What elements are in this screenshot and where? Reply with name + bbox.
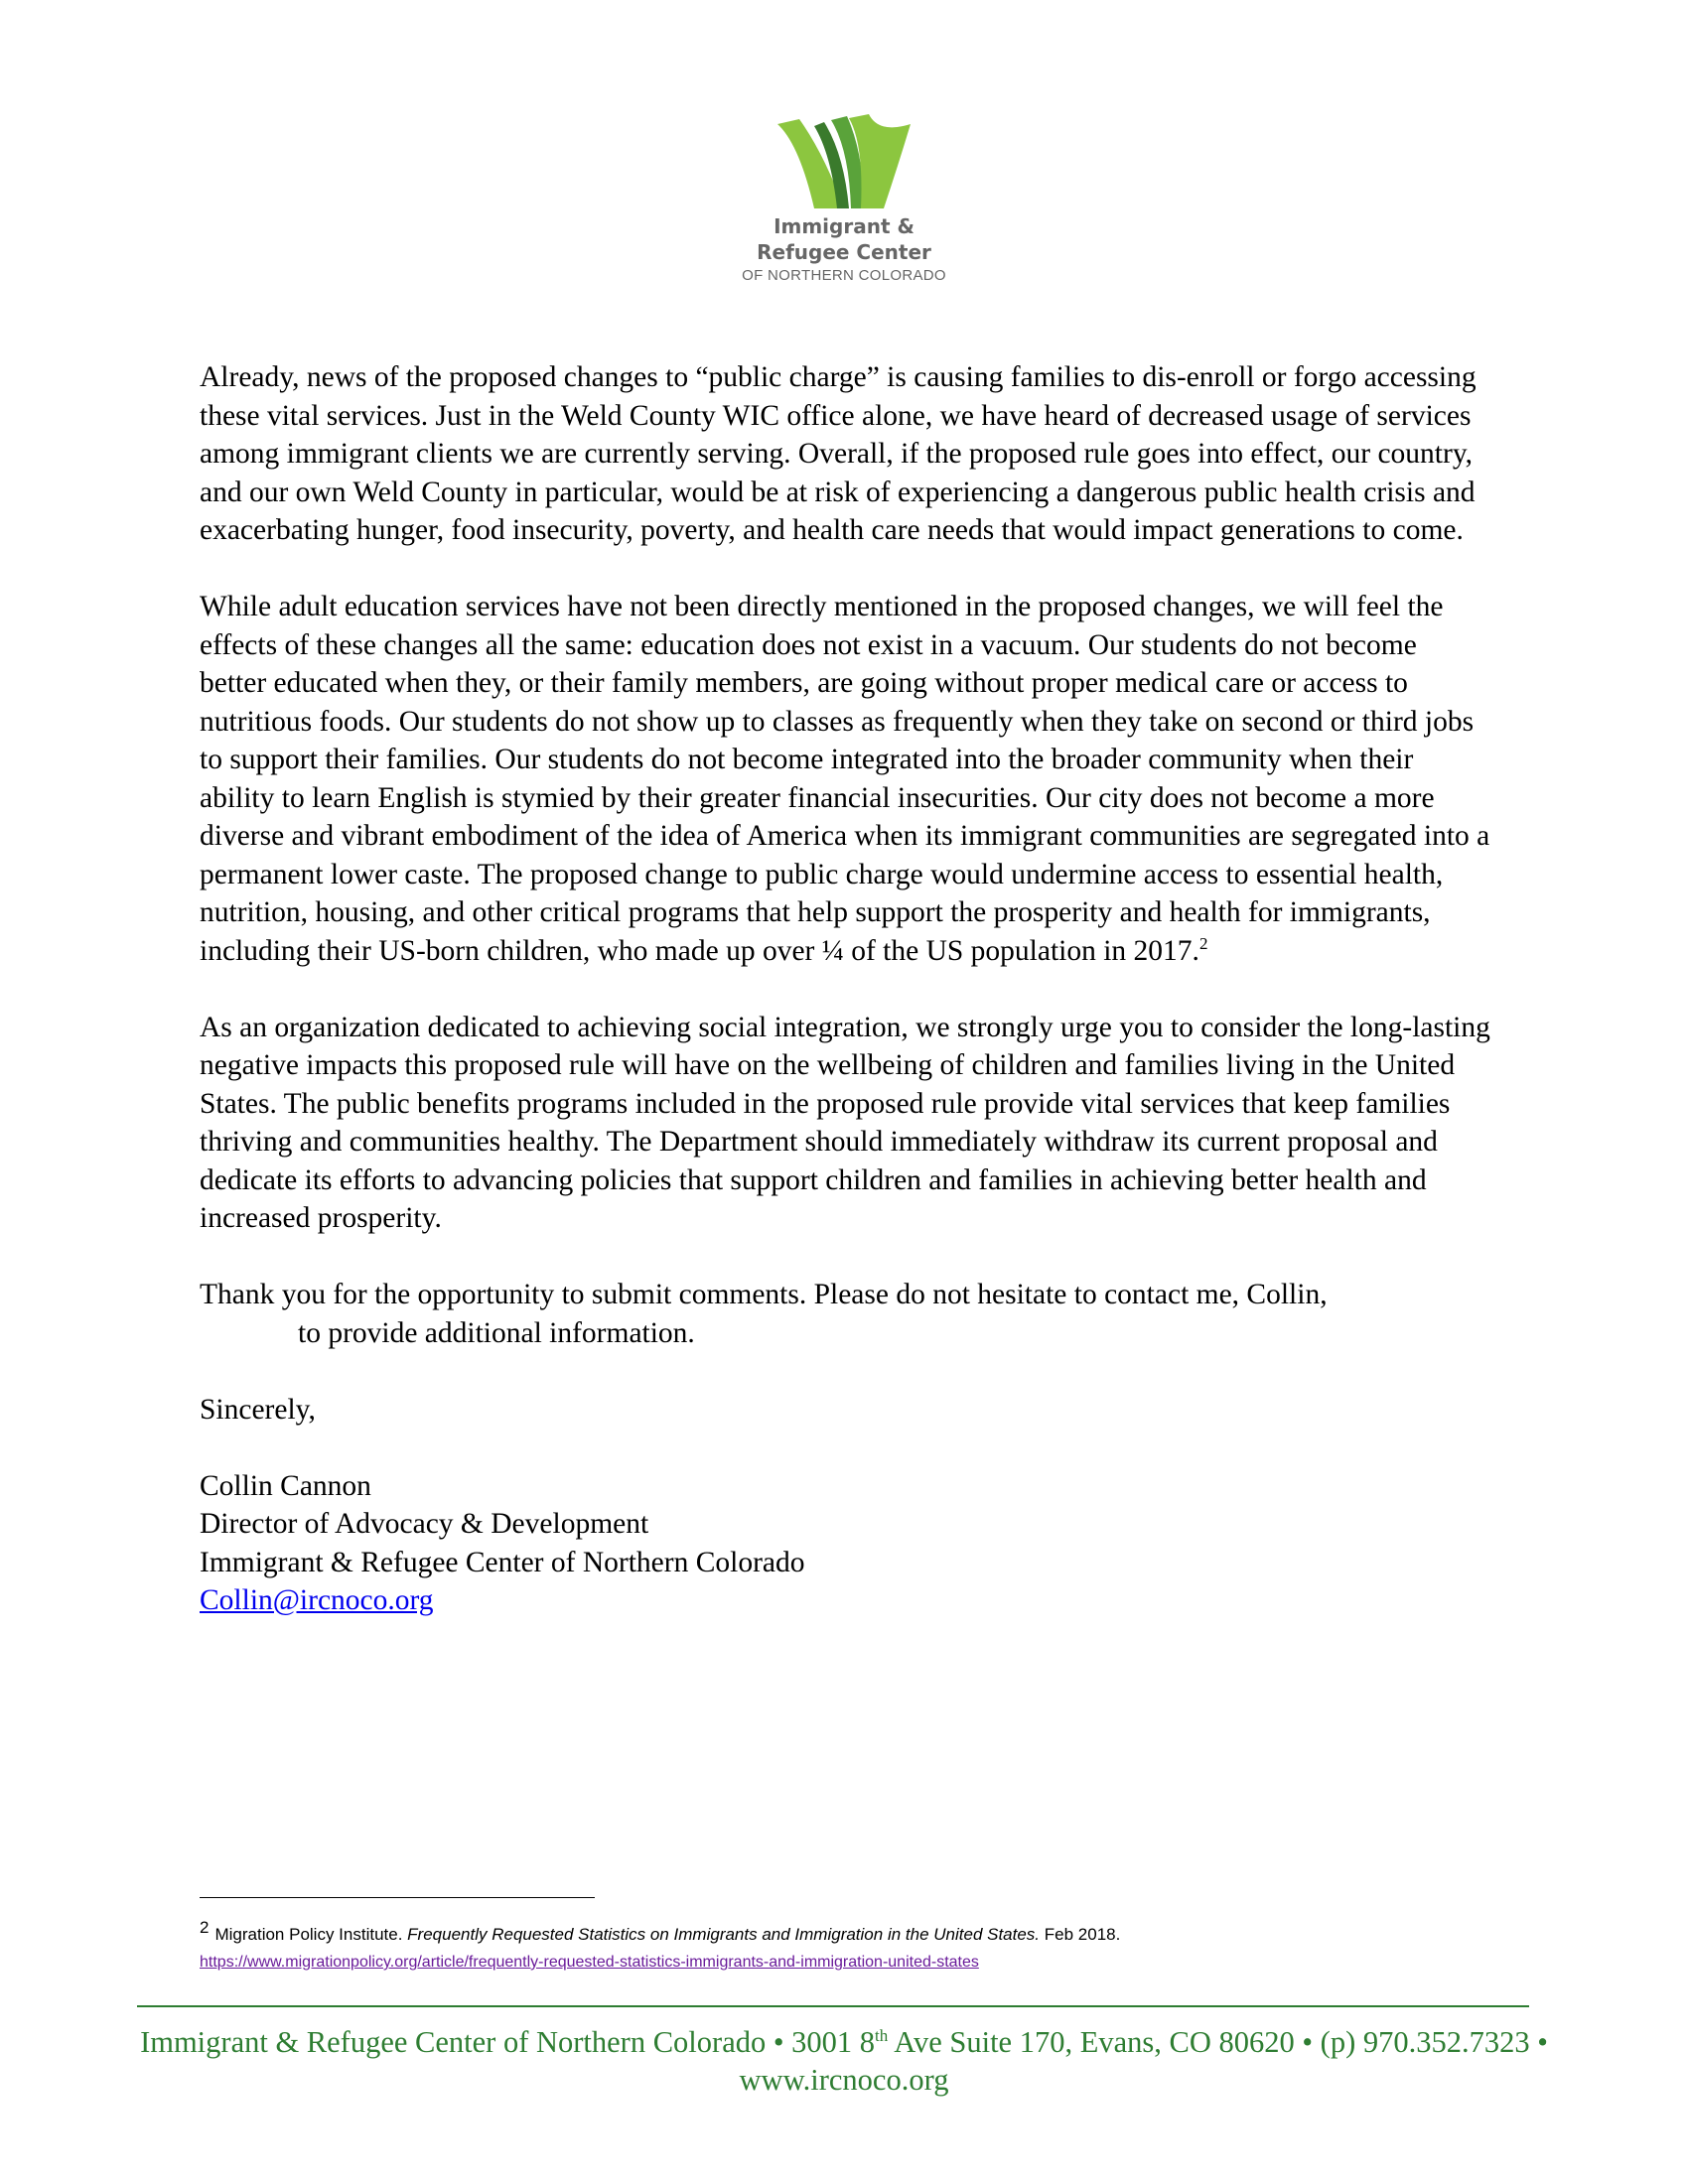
footnote-date: Feb 2018. (1044, 1925, 1121, 1944)
footnote (200, 1914, 1490, 1977)
leaf-logo-icon (770, 114, 918, 213)
logo-text-line1: Immigrant & (774, 214, 914, 238)
footnote-number: 2 (200, 1918, 210, 1937)
paragraph-thanks (200, 1276, 1490, 1352)
footer-address-part1: Immigrant & Refugee Center of Northern Colorado • 3001 8 (140, 2025, 876, 2059)
organization-logo (675, 114, 1013, 287)
signature-title: Director of Advocacy & Development (200, 1508, 649, 1540)
footer-divider (137, 2005, 1529, 2007)
signature-organization: Immigrant & Refugee Center of Northern Colorado (200, 1546, 805, 1578)
logo-text-line3: OF NORTHERN COLORADO (742, 267, 946, 284)
footer-address-part2: Ave Suite 170, Evans, CO 80620 • (p) 970.352.7323 • (888, 2025, 1548, 2059)
closing: Sincerely, (200, 1393, 316, 1426)
footnote-title: Frequently Requested Statistics on Immigrants and Immigration in the United States. (407, 1925, 1041, 1944)
signature-block (200, 1467, 1490, 1620)
signature-name: Collin Cannon (200, 1469, 371, 1502)
footnote-divider (200, 1897, 595, 1898)
logo-text-line2: Refugee Center (757, 240, 931, 264)
footer-address-sup: th (875, 2025, 889, 2045)
footnote-reference[interactable]: 2 (1198, 933, 1208, 953)
footnote-source: Migration Policy Institute. (214, 1925, 403, 1944)
signature-email-link[interactable]: Collin@ircnoco.org (200, 1584, 434, 1616)
paragraph-public-charge-effects: Already, news of the proposed changes to “public charge” is causing families to dis-enroll or forgo accessing these vital services. Just in the Weld County WIC office alone, we have heard of decreased usage of services among immigrant clients we are currently serving. Overall, if the proposed rule goes into effect, our country, and our own Weld County in particular, would be at risk of experiencing a dangerous public health crisis and exacerbating hunger, food insecurity, poverty, and health care needs that would impact generations to come. (200, 361, 1477, 546)
paragraph-adult-education-text: While adult education services have not been directly mentioned in the proposed changes, we will feel the effects of these changes all the same: education does not exist in a vacuum. Our students do not become better educated when they, or their family members, are going without proper medical care or access to nutritious foods. Our students do not show up to classes as frequently when they take on second or third jobs to support their families. Our students do not become integrated into the broader community when their ability to learn English is stymied by their greater financial insecurities. Our city does not become a more diverse and vibrant embodiment of the idea of America when its immigrant communities are segregated into a permanent lower caste. The proposed change to public charge would undermine access to essential health, nutrition, housing, and other critical programs that help support the prosperity and health for immigrants, including their US-born children, who made up over ¼ of the US population in 2017. (200, 591, 1490, 967)
footer-address-line (0, 2023, 1688, 2061)
thanks-line2: to provide additional information. (298, 1316, 695, 1349)
letterhead-footer (0, 2023, 1688, 2099)
paragraph-urge-withdrawal: As an organization dedicated to achieving social integration, we strongly urge you to consider the long-lasting negative impacts this proposed rule will have on the wellbeing of children and families living in the United States. The public benefits programs included in the proposed rule provide vital services that keep families thriving and communities healthy. The Department should immediately withdraw its current proposal and dedicate its efforts to advancing policies that support children and families in achieving better health and increased prosperity. (200, 1011, 1490, 1234)
thanks-line1: Thank you for the opportunity to submit comments. Please do not hesitate to contact me, Collin, (200, 1279, 1328, 1310)
footnote-url-link[interactable]: https://www.migrationpolicy.org/article/frequently-requested-statistics-immigrants-and-immigration-united-states (200, 1954, 979, 1971)
letter-body (200, 358, 1490, 1658)
footer-website[interactable]: www.ircnoco.org (739, 2063, 949, 2097)
paragraph-adult-education (200, 588, 1490, 970)
